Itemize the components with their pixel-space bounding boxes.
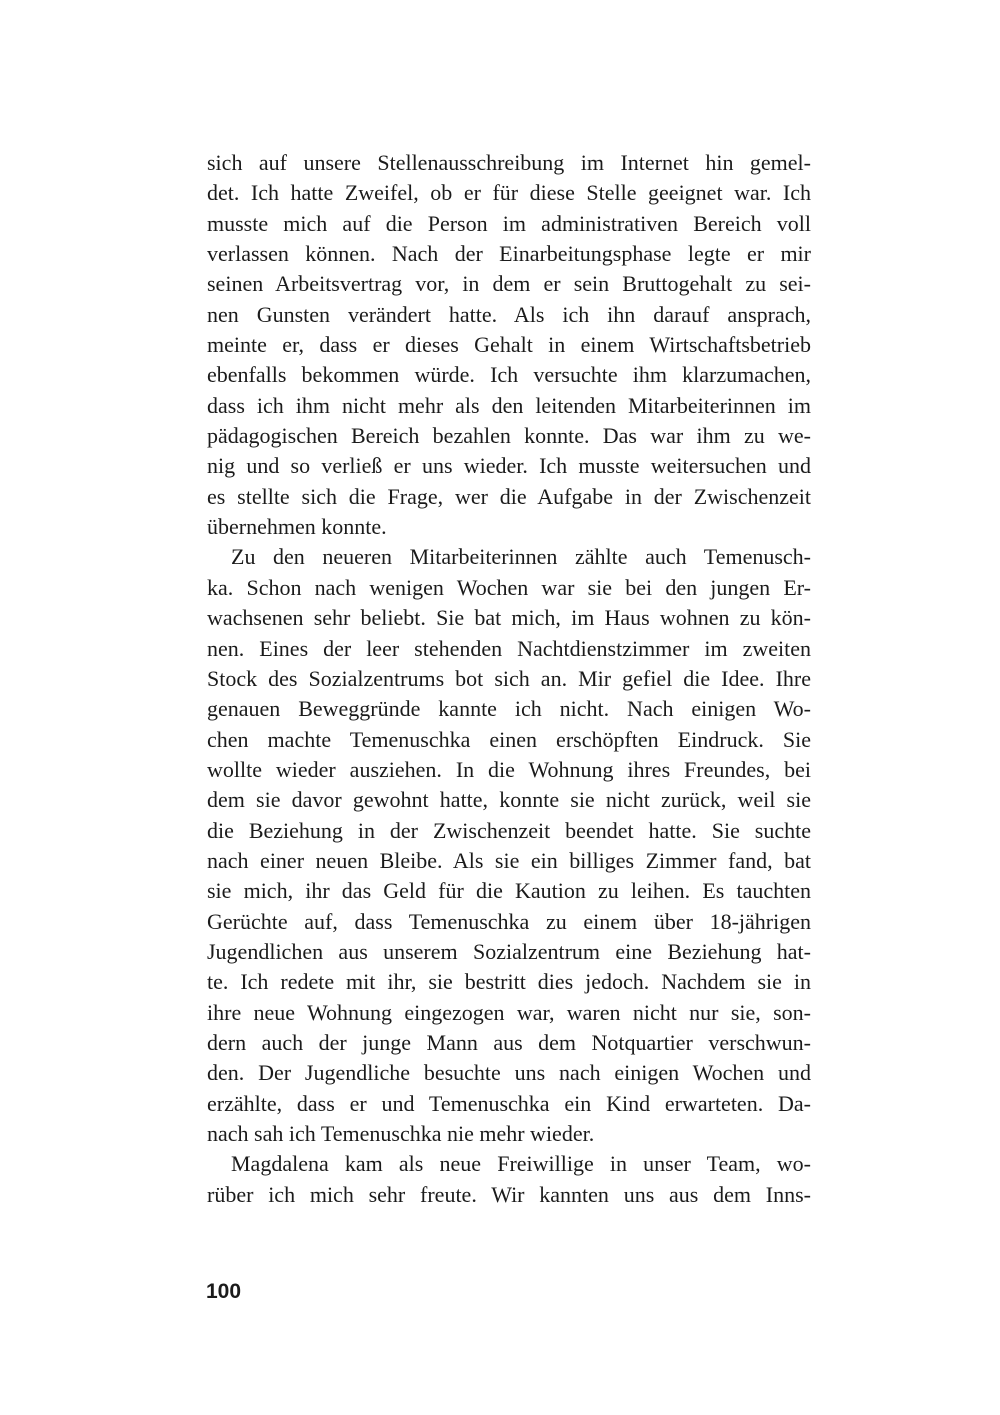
text-line: Magdalena kam als neue Freiwillige in unser Team, wo- (231, 1151, 811, 1177)
text-line: Zu den neueren Mitarbeiterinnen zählte auch Temenusch- (231, 544, 811, 570)
text-line: Jugendlichen aus unserem Sozialzentrum eine Beziehung hat- (207, 938, 811, 964)
text-line: dern auch der junge Mann aus dem Notquartier verschwun- (207, 1029, 811, 1055)
text-line: ka. Schon nach wenigen Wochen war sie bei den jungen Er- (207, 574, 811, 600)
text-line: te. Ich redete mit ihr, sie bestritt dies jedoch. Nachdem sie in (207, 969, 811, 995)
body-text (207, 148, 811, 1210)
text-line: den. Der Jugendliche besuchte uns nach einigen Wochen und (207, 1060, 811, 1086)
text-line: rüber ich mich sehr freute. Wir kannten uns aus dem Inns- (207, 1181, 811, 1207)
paragraph (207, 1149, 811, 1210)
text-line: meinte er, dass er dieses Gehalt in einem Wirtschaftsbetrieb (207, 332, 811, 358)
text-line: erzählte, dass er und Temenuschka ein Kind erwarteten. Da- (207, 1090, 811, 1116)
text-line: nach einer neuen Bleibe. Als sie ein billiges Zimmer fand, bat (207, 847, 811, 873)
text-line: Stock des Sozialzentrums bot sich an. Mir gefiel die Idee. Ihre (207, 665, 811, 691)
text-line: dem sie davor gewohnt hatte, konnte sie nicht zurück, weil sie (207, 787, 811, 813)
text-line: nach sah ich Temenuschka nie mehr wieder. (207, 1121, 595, 1146)
text-line: det. Ich hatte Zweifel, ob er für diese Stelle geeignet war. Ich (207, 180, 811, 206)
text-line: ihre neue Wohnung eingezogen war, waren nicht nur sie, son- (207, 999, 811, 1025)
text-line: wachsenen sehr beliebt. Sie bat mich, im Haus wohnen zu kön- (207, 605, 811, 631)
text-line: genauen Beweggründe kannte ich nicht. Nach einigen Wo- (207, 696, 811, 722)
text-line: übernehmen konnte. (207, 514, 387, 540)
text-line: verlassen können. Nach der Einarbeitungsphase legte er mir (207, 241, 811, 267)
text-line: nen. Eines der leer stehenden Nachtdienstzimmer im zweiten (207, 635, 811, 661)
text-line: musste mich auf die Person im administrativen Bereich voll (207, 210, 811, 236)
text-line: nen Gunsten verändert hatte. Als ich ihn darauf ansprach, (207, 301, 811, 327)
paragraph (207, 542, 811, 1149)
text-line: chen machte Temenuschka einen erschöpften Eindruck. Sie (207, 726, 811, 752)
text-line: ebenfalls bekommen würde. Ich versuchte ihm klarzumachen, (207, 362, 811, 388)
text-line: die Beziehung in der Zwischenzeit beendet hatte. Sie suchte (207, 817, 811, 843)
text-line: sich auf unsere Stellenausschreibung im Internet hin gemel- (207, 150, 811, 175)
text-line: es stellte sich die Frage, wer die Aufgabe in der Zwischenzeit (207, 483, 811, 509)
text-line: nig und so verließ er uns wieder. Ich musste weitersuchen und (207, 453, 811, 479)
paragraph (207, 148, 811, 542)
text-line: dass ich ihm nicht mehr als den leitenden Mitarbeiterinnen im (207, 392, 811, 418)
text-line: seinen Arbeitsvertrag vor, in dem er sein Bruttogehalt zu sei- (207, 271, 811, 297)
page-number: 100 (206, 1280, 242, 1303)
text-line: pädagogischen Bereich bezahlen konnte. Das war ihm zu we- (207, 423, 811, 449)
text-line: Gerüchte auf, dass Temenuschka zu einem über 18-jährigen (207, 908, 811, 934)
text-line: sie mich, ihr das Geld für die Kaution zu leihen. Es tauchten (207, 878, 811, 904)
text-line: wollte wieder ausziehen. In die Wohnung ihres Freundes, bei (207, 756, 811, 782)
